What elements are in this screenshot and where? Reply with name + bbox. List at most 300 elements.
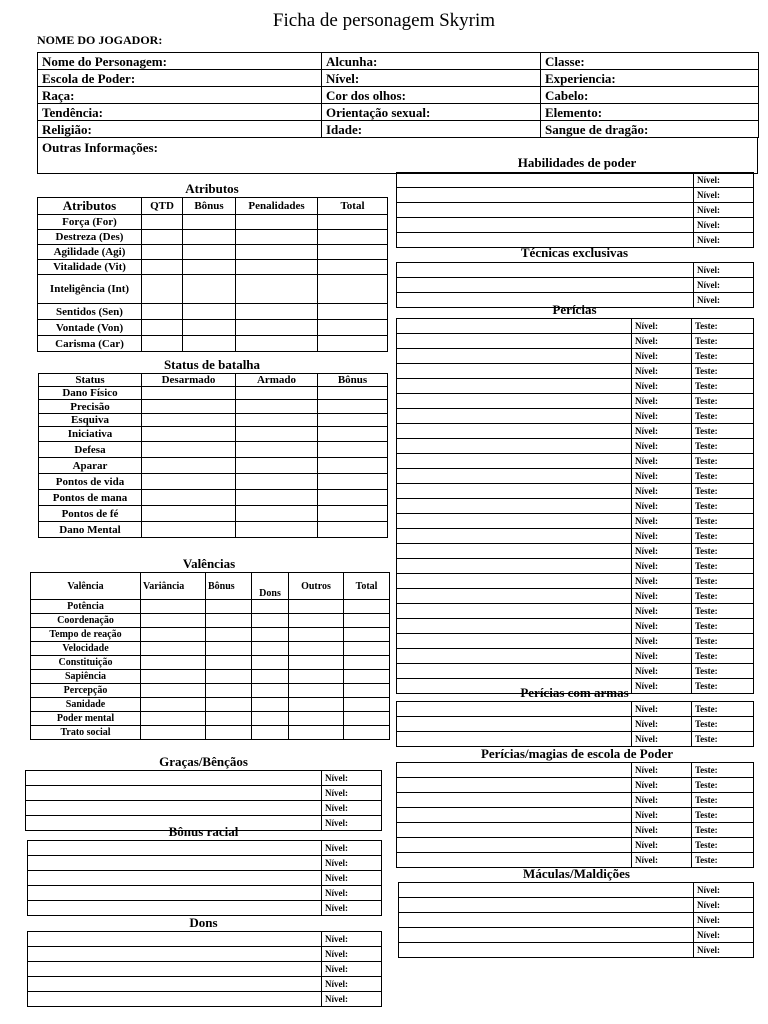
test-field[interactable]: Teste:: [692, 529, 754, 544]
list-item[interactable]: [28, 932, 382, 947]
value-cell[interactable]: [344, 684, 390, 698]
level-field[interactable]: Nível:: [632, 853, 692, 868]
entry-field[interactable]: [397, 263, 694, 278]
value-cell[interactable]: [252, 656, 289, 670]
value-cell[interactable]: [141, 712, 206, 726]
value-cell[interactable]: [236, 427, 318, 442]
value-cell[interactable]: [142, 442, 236, 458]
entry-field[interactable]: [399, 898, 694, 913]
level-field[interactable]: Nível:: [694, 233, 754, 248]
value-cell[interactable]: [236, 215, 318, 230]
value-cell[interactable]: [141, 628, 206, 642]
entry-field[interactable]: [397, 544, 632, 559]
entry-field[interactable]: [397, 499, 632, 514]
entry-field[interactable]: [397, 702, 632, 717]
table-row[interactable]: [39, 490, 388, 506]
value-cell[interactable]: [289, 712, 344, 726]
pericias-table[interactable]: [396, 318, 754, 694]
list-item[interactable]: [28, 901, 382, 916]
list-item[interactable]: [397, 203, 754, 218]
level-field[interactable]: Nível:: [632, 319, 692, 334]
entry-field[interactable]: [28, 992, 322, 1007]
test-field[interactable]: Teste:: [692, 334, 754, 349]
value-cell[interactable]: [206, 614, 252, 628]
list-item[interactable]: [397, 574, 754, 589]
value-cell[interactable]: [344, 670, 390, 684]
list-item[interactable]: [397, 454, 754, 469]
level-field[interactable]: Nível:: [632, 514, 692, 529]
entry-field[interactable]: [26, 786, 322, 801]
value-cell[interactable]: [183, 215, 236, 230]
info-field[interactable]: Raça:: [38, 87, 322, 104]
info-field[interactable]: Orientação sexual:: [322, 104, 541, 121]
level-field[interactable]: Nível:: [694, 293, 754, 308]
atributos-table[interactable]: [37, 197, 388, 352]
level-field[interactable]: Nível:: [632, 454, 692, 469]
value-cell[interactable]: [289, 656, 344, 670]
value-cell[interactable]: [236, 458, 318, 474]
list-item[interactable]: [399, 928, 754, 943]
test-field[interactable]: Teste:: [692, 559, 754, 574]
list-item[interactable]: [397, 664, 754, 679]
value-cell[interactable]: [142, 427, 236, 442]
value-cell[interactable]: [318, 400, 388, 414]
info-field[interactable]: Classe:: [541, 53, 759, 70]
test-field[interactable]: Teste:: [692, 394, 754, 409]
level-field[interactable]: Nível:: [694, 278, 754, 293]
entry-field[interactable]: [397, 823, 632, 838]
list-item[interactable]: [397, 823, 754, 838]
test-field[interactable]: Teste:: [692, 763, 754, 778]
entry-field[interactable]: [397, 409, 632, 424]
list-item[interactable]: [397, 484, 754, 499]
list-item[interactable]: [397, 808, 754, 823]
value-cell[interactable]: [206, 656, 252, 670]
level-field[interactable]: Nível:: [322, 886, 382, 901]
list-item[interactable]: [397, 349, 754, 364]
entry-field[interactable]: [397, 793, 632, 808]
value-cell[interactable]: [236, 474, 318, 490]
list-item[interactable]: [399, 913, 754, 928]
level-field[interactable]: Nível:: [632, 702, 692, 717]
table-row[interactable]: [38, 304, 388, 320]
level-field[interactable]: Nível:: [632, 619, 692, 634]
table-row[interactable]: [39, 522, 388, 538]
test-field[interactable]: Teste:: [692, 702, 754, 717]
entry-field[interactable]: [397, 589, 632, 604]
info-field[interactable]: Cor dos olhos:: [322, 87, 541, 104]
info-field[interactable]: Tendência:: [38, 104, 322, 121]
list-item[interactable]: [397, 778, 754, 793]
level-field[interactable]: Nível:: [694, 203, 754, 218]
test-field[interactable]: Teste:: [692, 823, 754, 838]
table-row[interactable]: [39, 442, 388, 458]
value-cell[interactable]: [142, 275, 183, 304]
test-field[interactable]: Teste:: [692, 544, 754, 559]
value-cell[interactable]: [142, 522, 236, 538]
value-cell[interactable]: [206, 726, 252, 740]
level-field[interactable]: Nível:: [632, 469, 692, 484]
list-item[interactable]: [397, 589, 754, 604]
value-cell[interactable]: [141, 600, 206, 614]
value-cell[interactable]: [236, 336, 318, 352]
entry-field[interactable]: [28, 962, 322, 977]
list-item[interactable]: [397, 838, 754, 853]
entry-field[interactable]: [397, 529, 632, 544]
test-field[interactable]: Teste:: [692, 364, 754, 379]
entry-field[interactable]: [397, 379, 632, 394]
table-row[interactable]: [31, 698, 390, 712]
list-item[interactable]: [397, 469, 754, 484]
dons-table[interactable]: [27, 931, 382, 1007]
value-cell[interactable]: [141, 656, 206, 670]
list-item[interactable]: [397, 263, 754, 278]
entry-field[interactable]: [28, 932, 322, 947]
value-cell[interactable]: [318, 458, 388, 474]
value-cell[interactable]: [318, 442, 388, 458]
list-item[interactable]: [397, 544, 754, 559]
level-field[interactable]: Nível:: [694, 188, 754, 203]
test-field[interactable]: Teste:: [692, 454, 754, 469]
entry-field[interactable]: [397, 604, 632, 619]
info-field[interactable]: Alcunha:: [322, 53, 541, 70]
level-field[interactable]: Nível:: [694, 913, 754, 928]
test-field[interactable]: Teste:: [692, 808, 754, 823]
value-cell[interactable]: [289, 670, 344, 684]
entry-field[interactable]: [397, 634, 632, 649]
level-field[interactable]: Nível:: [632, 394, 692, 409]
value-cell[interactable]: [236, 387, 318, 400]
value-cell[interactable]: [183, 245, 236, 260]
list-item[interactable]: [397, 409, 754, 424]
value-cell[interactable]: [142, 506, 236, 522]
entry-field[interactable]: [397, 808, 632, 823]
value-cell[interactable]: [344, 726, 390, 740]
value-cell[interactable]: [318, 387, 388, 400]
value-cell[interactable]: [344, 628, 390, 642]
entry-field[interactable]: [397, 514, 632, 529]
entry-field[interactable]: [397, 319, 632, 334]
level-field[interactable]: Nível:: [632, 589, 692, 604]
level-field[interactable]: Nível:: [632, 717, 692, 732]
level-field[interactable]: Nível:: [632, 808, 692, 823]
entry-field[interactable]: [399, 928, 694, 943]
list-item[interactable]: [397, 793, 754, 808]
info-field[interactable]: Sangue de dragão:: [541, 121, 759, 138]
value-cell[interactable]: [141, 614, 206, 628]
value-cell[interactable]: [142, 215, 183, 230]
value-cell[interactable]: [142, 400, 236, 414]
value-cell[interactable]: [344, 698, 390, 712]
level-field[interactable]: Nível:: [632, 409, 692, 424]
level-field[interactable]: Nível:: [322, 771, 382, 786]
value-cell[interactable]: [183, 336, 236, 352]
value-cell[interactable]: [142, 474, 236, 490]
level-field[interactable]: Nível:: [632, 793, 692, 808]
value-cell[interactable]: [236, 506, 318, 522]
value-cell[interactable]: [318, 490, 388, 506]
value-cell[interactable]: [289, 684, 344, 698]
value-cell[interactable]: [344, 614, 390, 628]
value-cell[interactable]: [252, 600, 289, 614]
table-row[interactable]: [38, 275, 388, 304]
list-item[interactable]: [28, 962, 382, 977]
value-cell[interactable]: [289, 642, 344, 656]
level-field[interactable]: Nível:: [632, 649, 692, 664]
level-field[interactable]: Nível:: [632, 529, 692, 544]
table-row[interactable]: [39, 506, 388, 522]
level-field[interactable]: Nível:: [322, 947, 382, 962]
level-field[interactable]: Nível:: [632, 424, 692, 439]
list-item[interactable]: [26, 801, 382, 816]
entry-field[interactable]: [26, 801, 322, 816]
test-field[interactable]: Teste:: [692, 499, 754, 514]
list-item[interactable]: [397, 717, 754, 732]
level-field[interactable]: Nível:: [322, 962, 382, 977]
list-item[interactable]: [397, 559, 754, 574]
level-field[interactable]: Nível:: [632, 778, 692, 793]
level-field[interactable]: Nível:: [322, 786, 382, 801]
entry-field[interactable]: [397, 664, 632, 679]
value-cell[interactable]: [206, 698, 252, 712]
test-field[interactable]: Teste:: [692, 838, 754, 853]
value-cell[interactable]: [141, 670, 206, 684]
list-item[interactable]: [28, 977, 382, 992]
entry-field[interactable]: [399, 943, 694, 958]
entry-field[interactable]: [397, 218, 694, 233]
entry-field[interactable]: [397, 188, 694, 203]
pericias-magias-table[interactable]: [396, 762, 754, 868]
list-item[interactable]: [397, 319, 754, 334]
entry-field[interactable]: [399, 883, 694, 898]
level-field[interactable]: Nível:: [322, 841, 382, 856]
list-item[interactable]: [26, 771, 382, 786]
level-field[interactable]: Nível:: [632, 379, 692, 394]
info-field[interactable]: Nome do Personagem:: [38, 53, 322, 70]
test-field[interactable]: Teste:: [692, 664, 754, 679]
value-cell[interactable]: [236, 275, 318, 304]
status-table[interactable]: [38, 373, 388, 538]
list-item[interactable]: [397, 188, 754, 203]
level-field[interactable]: Nível:: [632, 823, 692, 838]
table-row[interactable]: [38, 215, 388, 230]
list-item[interactable]: [397, 619, 754, 634]
entry-field[interactable]: [397, 649, 632, 664]
level-field[interactable]: Nível:: [632, 559, 692, 574]
list-item[interactable]: [26, 786, 382, 801]
entry-field[interactable]: [397, 838, 632, 853]
maculas-table[interactable]: [398, 882, 754, 958]
table-row[interactable]: [39, 387, 388, 400]
test-field[interactable]: Teste:: [692, 439, 754, 454]
table-row[interactable]: [38, 260, 388, 275]
test-field[interactable]: Teste:: [692, 732, 754, 747]
table-row[interactable]: [31, 712, 390, 726]
table-row[interactable]: [31, 614, 390, 628]
table-row[interactable]: [31, 628, 390, 642]
value-cell[interactable]: [141, 726, 206, 740]
level-field[interactable]: Nível:: [632, 334, 692, 349]
value-cell[interactable]: [206, 684, 252, 698]
entry-field[interactable]: [28, 871, 322, 886]
level-field[interactable]: Nível:: [694, 943, 754, 958]
list-item[interactable]: [28, 886, 382, 901]
test-field[interactable]: Teste:: [692, 619, 754, 634]
level-field[interactable]: Nível:: [632, 763, 692, 778]
table-row[interactable]: [39, 400, 388, 414]
value-cell[interactable]: [318, 414, 388, 427]
value-cell[interactable]: [236, 400, 318, 414]
info-field[interactable]: Elemento:: [541, 104, 759, 121]
value-cell[interactable]: [318, 336, 388, 352]
list-item[interactable]: [397, 649, 754, 664]
entry-field[interactable]: [397, 469, 632, 484]
table-row[interactable]: [39, 458, 388, 474]
level-field[interactable]: Nível:: [632, 544, 692, 559]
table-row[interactable]: [31, 726, 390, 740]
value-cell[interactable]: [142, 245, 183, 260]
value-cell[interactable]: [141, 684, 206, 698]
level-field[interactable]: Nível:: [632, 634, 692, 649]
valencias-table[interactable]: [30, 572, 390, 740]
value-cell[interactable]: [183, 320, 236, 336]
level-field[interactable]: Nível:: [322, 801, 382, 816]
value-cell[interactable]: [236, 260, 318, 275]
level-field[interactable]: Nível:: [632, 604, 692, 619]
info-field[interactable]: Escola de Poder:: [38, 70, 322, 87]
table-row[interactable]: [39, 474, 388, 490]
habilidades-table[interactable]: [396, 172, 754, 248]
value-cell[interactable]: [318, 304, 388, 320]
value-cell[interactable]: [141, 698, 206, 712]
entry-field[interactable]: [26, 771, 322, 786]
test-field[interactable]: Teste:: [692, 604, 754, 619]
test-field[interactable]: Teste:: [692, 679, 754, 694]
value-cell[interactable]: [142, 336, 183, 352]
table-row[interactable]: [31, 656, 390, 670]
list-item[interactable]: [397, 763, 754, 778]
value-cell[interactable]: [344, 600, 390, 614]
value-cell[interactable]: [236, 230, 318, 245]
entry-field[interactable]: [397, 278, 694, 293]
info-field[interactable]: Cabelo:: [541, 87, 759, 104]
table-row[interactable]: [38, 336, 388, 352]
test-field[interactable]: Teste:: [692, 349, 754, 364]
entry-field[interactable]: [28, 886, 322, 901]
entry-field[interactable]: [397, 203, 694, 218]
test-field[interactable]: Teste:: [692, 469, 754, 484]
value-cell[interactable]: [318, 506, 388, 522]
entry-field[interactable]: [397, 484, 632, 499]
level-field[interactable]: Nível:: [322, 992, 382, 1007]
list-item[interactable]: [397, 278, 754, 293]
list-item[interactable]: [397, 424, 754, 439]
value-cell[interactable]: [289, 628, 344, 642]
entry-field[interactable]: [397, 559, 632, 574]
entry-field[interactable]: [397, 778, 632, 793]
value-cell[interactable]: [318, 230, 388, 245]
list-item[interactable]: [397, 379, 754, 394]
value-cell[interactable]: [236, 304, 318, 320]
level-field[interactable]: Nível:: [322, 816, 382, 831]
entry-field[interactable]: [397, 334, 632, 349]
entry-field[interactable]: [397, 173, 694, 188]
value-cell[interactable]: [206, 600, 252, 614]
value-cell[interactable]: [252, 684, 289, 698]
test-field[interactable]: Teste:: [692, 379, 754, 394]
pericias-armas-table[interactable]: [396, 701, 754, 747]
value-cell[interactable]: [344, 712, 390, 726]
test-field[interactable]: Teste:: [692, 319, 754, 334]
table-row[interactable]: [38, 320, 388, 336]
value-cell[interactable]: [289, 614, 344, 628]
level-field[interactable]: Nível:: [694, 883, 754, 898]
level-field[interactable]: Nível:: [632, 439, 692, 454]
value-cell[interactable]: [206, 712, 252, 726]
value-cell[interactable]: [289, 600, 344, 614]
value-cell[interactable]: [142, 320, 183, 336]
value-cell[interactable]: [141, 642, 206, 656]
value-cell[interactable]: [318, 260, 388, 275]
table-row[interactable]: [31, 670, 390, 684]
value-cell[interactable]: [142, 304, 183, 320]
list-item[interactable]: [28, 856, 382, 871]
bonus-racial-table[interactable]: [27, 840, 382, 916]
test-field[interactable]: Teste:: [692, 793, 754, 808]
entry-field[interactable]: [397, 619, 632, 634]
entry-field[interactable]: [397, 717, 632, 732]
value-cell[interactable]: [252, 712, 289, 726]
value-cell[interactable]: [318, 474, 388, 490]
value-cell[interactable]: [236, 522, 318, 538]
list-item[interactable]: [399, 883, 754, 898]
value-cell[interactable]: [183, 230, 236, 245]
test-field[interactable]: Teste:: [692, 717, 754, 732]
value-cell[interactable]: [206, 670, 252, 684]
test-field[interactable]: Teste:: [692, 424, 754, 439]
info-field[interactable]: Experiencia:: [541, 70, 759, 87]
table-row[interactable]: [39, 427, 388, 442]
entry-field[interactable]: [397, 364, 632, 379]
list-item[interactable]: [397, 173, 754, 188]
value-cell[interactable]: [142, 230, 183, 245]
value-cell[interactable]: [318, 245, 388, 260]
info-field[interactable]: Religião:: [38, 121, 322, 138]
value-cell[interactable]: [318, 215, 388, 230]
value-cell[interactable]: [344, 642, 390, 656]
gracas-table[interactable]: [25, 770, 382, 831]
level-field[interactable]: Nível:: [632, 574, 692, 589]
table-row[interactable]: [38, 245, 388, 260]
test-field[interactable]: Teste:: [692, 484, 754, 499]
list-item[interactable]: [397, 439, 754, 454]
level-field[interactable]: Nível:: [632, 732, 692, 747]
value-cell[interactable]: [252, 614, 289, 628]
value-cell[interactable]: [252, 642, 289, 656]
value-cell[interactable]: [289, 726, 344, 740]
value-cell[interactable]: [142, 260, 183, 275]
table-row[interactable]: [38, 230, 388, 245]
value-cell[interactable]: [252, 698, 289, 712]
test-field[interactable]: Teste:: [692, 409, 754, 424]
value-cell[interactable]: [318, 275, 388, 304]
value-cell[interactable]: [344, 656, 390, 670]
table-row[interactable]: [31, 642, 390, 656]
entry-field[interactable]: [397, 424, 632, 439]
value-cell[interactable]: [206, 628, 252, 642]
test-field[interactable]: Teste:: [692, 589, 754, 604]
list-item[interactable]: [397, 702, 754, 717]
